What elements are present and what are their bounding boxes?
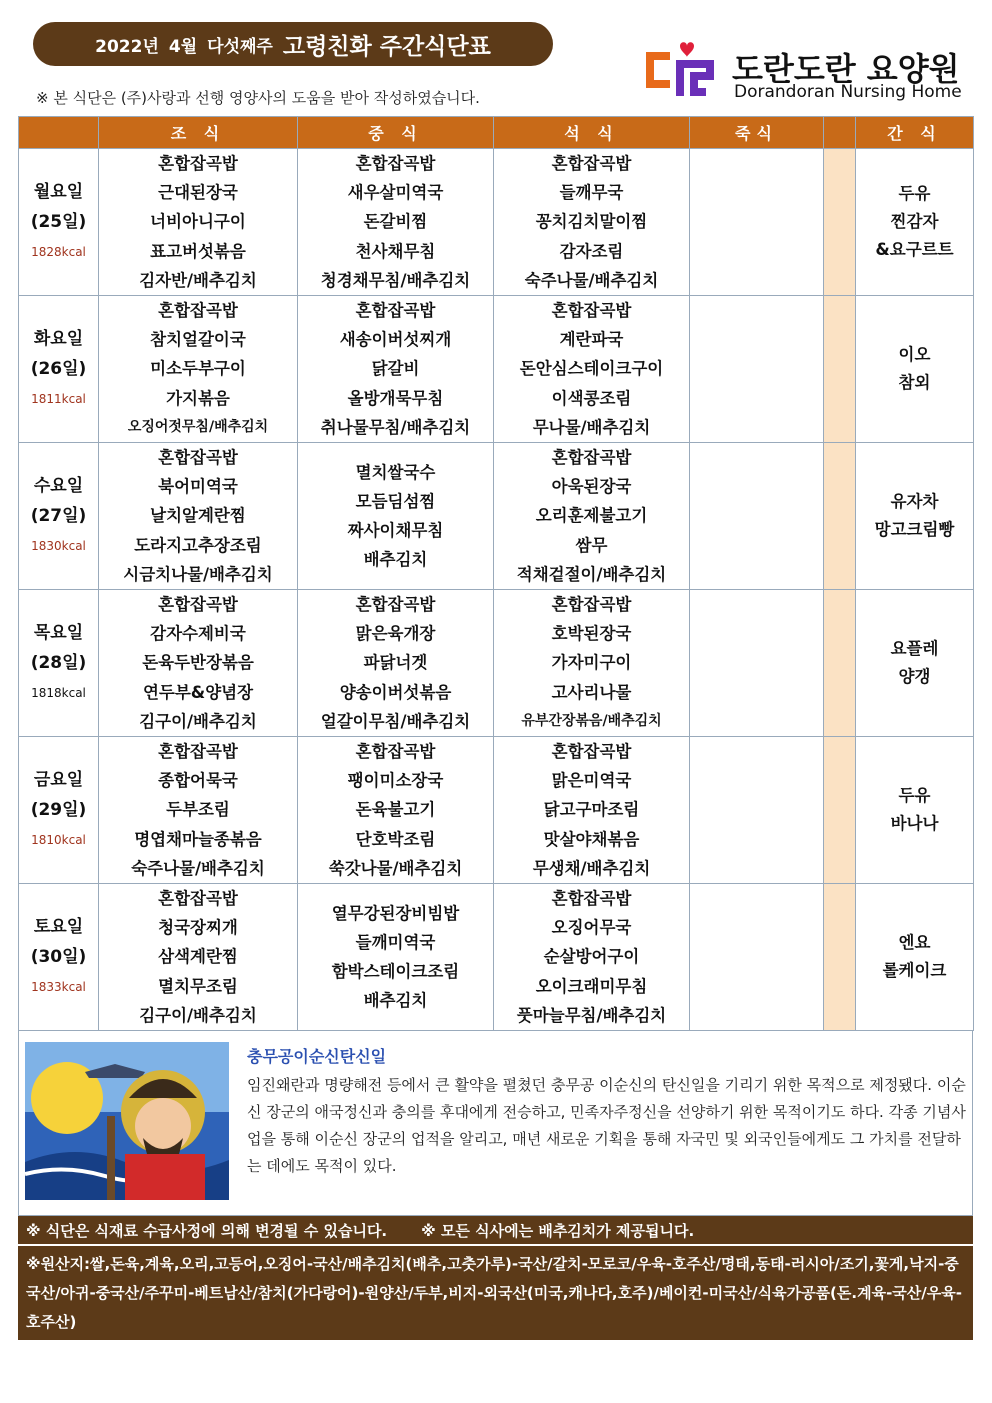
ribbon-cell (824, 884, 856, 1031)
lunch-cell (298, 296, 494, 443)
menu-item: 무나물/배추김치 (532, 417, 651, 437)
snack-item: 두유 (898, 786, 931, 806)
menu-item: 청경채무침/배추김치 (320, 270, 471, 290)
menu-item: 모듬딤섬찜 (355, 491, 436, 511)
menu-item: 꽁치김치말이찜 (535, 212, 648, 232)
menu-item: 쑥갓나물/배추김치 (328, 858, 463, 878)
day-kcal: 1810kcal (31, 833, 86, 848)
day-name: 금요일 (33, 770, 84, 791)
menu-item: 돈육두반장볶음 (142, 653, 254, 673)
menu-item: 혼합잡곡밥 (355, 742, 436, 762)
menu-item: 혼합잡곡밥 (158, 154, 238, 173)
title-banner (33, 22, 553, 66)
menu-item: 두부조림 (166, 800, 230, 820)
snack-cell (856, 149, 974, 296)
menu-item: 아욱된장국 (551, 477, 632, 497)
day-cell (19, 149, 99, 296)
menu-item: 쌈무 (575, 535, 608, 555)
day-cell (19, 443, 99, 590)
menu-item: 감자수제비국 (150, 624, 246, 644)
logo-name: 도란도란 요양원 (732, 50, 960, 88)
ribbon-cell (824, 737, 856, 884)
ribbon-cell (824, 296, 856, 443)
lunch-cell (298, 590, 494, 737)
snack-item: 양갱 (898, 667, 931, 687)
menu-item: 풋마늘무침/배추김치 (516, 1005, 667, 1025)
snack-cell (856, 296, 974, 443)
day-row (19, 884, 974, 1031)
day-date: (29일) (30, 800, 87, 821)
menu-item: 혼합잡곡밥 (551, 448, 632, 468)
day-name: 목요일 (33, 623, 84, 644)
header-snack: 간 식 (856, 117, 974, 149)
day-row (19, 590, 974, 737)
menu-item: 시금치나물/배추김치 (123, 564, 273, 584)
menu-item: 김구이/배추김치 (139, 1005, 257, 1025)
snack-cell (856, 443, 974, 590)
header-day-corner (19, 117, 99, 149)
menu-item: 오이크래미무침 (535, 976, 648, 996)
day-row (19, 149, 974, 296)
breakfast-cell (99, 296, 298, 443)
menu-item: 가지볶음 (166, 388, 230, 408)
title-week: 다섯째주 (207, 36, 273, 57)
menu-item: 참치얼갈이국 (150, 330, 246, 350)
snack-cell (856, 590, 974, 737)
snack-item: 두유 (898, 184, 931, 203)
day-date: (27일) (30, 506, 87, 527)
menu-item: 닭고구마조림 (543, 800, 640, 820)
menu-item: 혼합잡곡밥 (158, 301, 238, 321)
lunch-cell (298, 737, 494, 884)
day-date: (30일) (30, 947, 87, 968)
day-name: 수요일 (33, 476, 84, 497)
menu-item: 맑은미역국 (551, 771, 632, 791)
menu-item: 팽이미소장국 (347, 771, 444, 791)
title-year: 2022년 (95, 36, 159, 57)
menu-item: 멸치무조림 (158, 976, 238, 996)
porridge-cell (690, 737, 824, 884)
menu-item: 감자조림 (559, 241, 624, 261)
day-row (19, 737, 974, 884)
porridge-cell (690, 884, 824, 1031)
day-cell (19, 737, 99, 884)
menu-item: 가자미구이 (551, 653, 632, 673)
menu-item: 얼갈이무침/배추김치 (320, 711, 471, 731)
menu-item: 돈육불고기 (355, 800, 436, 820)
ribbon-cell (824, 590, 856, 737)
porridge-cell (690, 443, 824, 590)
day-cell (19, 296, 99, 443)
menu-item: 배추김치 (363, 550, 428, 570)
header-breakfast: 조 식 (99, 117, 298, 149)
day-kcal: 1828kcal (31, 245, 86, 259)
menu-item: 오징어젓무침/배추김치 (127, 418, 269, 435)
menu-item: 날치알계란찜 (150, 506, 246, 526)
weekly-menu-table (18, 116, 974, 1031)
menu-item: 근대된장국 (158, 183, 238, 203)
menu-item: 청국장찌개 (158, 918, 238, 938)
menu-item: 함박스테이크조림 (331, 962, 460, 982)
menu-item: 새송이버섯찌개 (339, 330, 452, 350)
notice-change: ※ 식단은 식재료 수급사정에 의해 변경될 수 있습니다. (26, 1221, 388, 1240)
snack-item: 엔요 (898, 933, 931, 953)
dinner-cell (494, 884, 690, 1031)
snack-item: 요플레 (890, 639, 939, 659)
snack-item: 바나나 (890, 814, 939, 834)
menu-item: 맑은육개장 (355, 624, 436, 644)
menu-item: 오징어무국 (551, 918, 632, 938)
lunch-cell (298, 443, 494, 590)
dinner-cell (494, 149, 690, 296)
menu-item: 혼합잡곡밥 (158, 742, 238, 762)
menu-item: 혼합잡곡밥 (158, 889, 238, 909)
dinner-cell (494, 590, 690, 737)
menu-item: 이색콩조림 (551, 388, 632, 408)
menu-item: 표고버섯볶음 (150, 241, 246, 261)
menu-item: 혼합잡곡밥 (355, 595, 436, 615)
menu-item: 혼합잡곡밥 (551, 889, 632, 909)
notice-bar (18, 1216, 973, 1244)
menu-item: 명엽채마늘종볶음 (134, 829, 262, 849)
menu-item: 멸치쌀국수 (355, 462, 436, 482)
day-date: (25일) (30, 212, 87, 232)
day-name: 화요일 (33, 329, 84, 350)
menu-item: 혼합잡곡밥 (158, 595, 238, 615)
yi-sun-sin-illustration (25, 1042, 229, 1200)
menu-item: 삼색계란찜 (158, 947, 238, 967)
day-date: (26일) (30, 359, 87, 380)
menu-item: 혼합잡곡밥 (355, 154, 436, 173)
day-name: 토요일 (33, 917, 84, 938)
page-title: 고령친화 주간식단표 (282, 33, 491, 60)
menu-item: 짜사이채무침 (347, 521, 444, 541)
menu-item: 순살방어구이 (543, 947, 640, 967)
header-lunch: 중 식 (298, 117, 494, 149)
day-date: (28일) (30, 653, 87, 674)
menu-item: 김자반/배추김치 (139, 270, 257, 290)
event-section (18, 1030, 973, 1216)
menu-item: 계란파국 (559, 330, 624, 350)
snack-item: &요구르트 (875, 240, 954, 259)
porridge-cell (690, 296, 824, 443)
notice-kimchi: ※ 모든 식사에는 배추김치가 제공됩니다. (421, 1221, 695, 1240)
breakfast-cell (99, 737, 298, 884)
menu-item: 미소두부구이 (150, 359, 246, 379)
menu-item: 배추김치 (363, 991, 428, 1011)
menu-item: 숙주나물/배추김치 (524, 270, 659, 290)
snack-item: 롤케이크 (882, 961, 947, 981)
menu-item: 김구이/배추김치 (139, 711, 257, 731)
dinner-cell (494, 737, 690, 884)
lunch-cell (298, 149, 494, 296)
porridge-cell (690, 590, 824, 737)
snack-item: 이오 (898, 345, 931, 365)
header-dinner: 석 식 (494, 117, 690, 149)
porridge-cell (690, 149, 824, 296)
day-kcal: 1818kcal (31, 686, 86, 701)
day-row (19, 296, 974, 443)
breakfast-cell (99, 443, 298, 590)
menu-item: 단호박조림 (355, 829, 436, 849)
header-row (19, 117, 974, 149)
menu-item: 열무강된장비빔밥 (331, 903, 460, 923)
menu-item: 취나물무침/배추김치 (320, 417, 471, 437)
event-title: 충무공이순신탄신일 (247, 1047, 387, 1066)
header-porridge: 죽식 (690, 117, 824, 149)
header-ribbon (824, 117, 856, 149)
menu-item: 무생채/배추김치 (532, 858, 651, 878)
ribbon-cell (824, 149, 856, 296)
event-description: 임진왜란과 명량해전 등에서 큰 활약을 펼쳤던 충무공 이순신의 탄신일을 기리기 위한 목적으로 제정됐다. 이순신 장군의 애국정신과 충의를 후대에게 전승하고, 민족자주정신을 선양하기 위한 목적이기도 하다. 각종 기념사업을 통해 이순신 장군의 업적을 알리고, 매년 새로운 기획을 통해 자국민 및 외국인들에게도 그 가치를 전달하는 데에도 목적이 있다. (247, 1076, 966, 1175)
menu-item: 혼합잡곡밥 (551, 595, 632, 615)
menu-item: 고사리나물 (551, 682, 632, 702)
day-kcal: 1830kcal (31, 539, 86, 554)
origin-info: ※원산지:쌀,돈육,계육,오리,고등어,오징어-국산/배추김치(배추,고춧가루)-국산/갈치-모로코/우육-호주산/명태,동태-러시아/조기,꽃게,낙지-중국산/아귀-중국산/주꾸미-베트남산/참치(가다랑어)-원양산/두부,비지-외국산(미국,캐나다,호주)/베이컨-미국산/식육가공품(돈.계육-국산/우육-호주산) (18, 1244, 973, 1340)
menu-item: 도라지고추장조림 (134, 535, 262, 555)
menu-item: 혼합잡곡밥 (355, 301, 436, 321)
dinner-cell (494, 443, 690, 590)
menu-item: 들깨무국 (559, 183, 624, 203)
dinner-cell (494, 296, 690, 443)
menu-item: 적채겉절이/배추김치 (516, 564, 667, 584)
menu-item: 연두부&양념장 (142, 682, 254, 702)
snack-item: 유자차 (890, 492, 939, 512)
day-row (19, 443, 974, 590)
menu-item: 혼합잡곡밥 (158, 448, 238, 468)
menu-item: 혼합잡곡밥 (551, 742, 632, 762)
menu-item: 양송이버섯볶음 (339, 682, 452, 702)
menu-item: 호박된장국 (551, 624, 632, 644)
ribbon-cell (824, 443, 856, 590)
snack-cell (856, 884, 974, 1031)
menu-item: 북어미역국 (158, 477, 238, 497)
day-cell (19, 884, 99, 1031)
snack-cell (856, 737, 974, 884)
menu-item: 돈갈비찜 (363, 212, 428, 232)
snack-item: 찐감자 (890, 212, 939, 231)
menu-item: 돈안심스테이크구이 (519, 359, 664, 379)
breakfast-cell (99, 590, 298, 737)
menu-item: 파닭너겟 (363, 653, 428, 673)
lunch-cell (298, 884, 494, 1031)
menu-item: 오리훈제불고기 (535, 506, 648, 526)
menu-item: 숙주나물/배추김치 (131, 858, 265, 878)
dd-logo-icon (640, 40, 726, 102)
menu-item: 새우살미역국 (347, 183, 444, 203)
logo-english-name: Dorandoran Nursing Home (734, 82, 962, 102)
menu-item: 닭갈비 (371, 359, 420, 379)
snack-item: 참외 (898, 373, 931, 393)
snack-item: 망고크림빵 (874, 520, 955, 540)
menu-item: 맛살야채볶음 (543, 829, 640, 849)
day-kcal: 1833kcal (31, 980, 86, 995)
breakfast-cell (99, 149, 298, 296)
logo (640, 38, 980, 104)
menu-item: 혼합잡곡밥 (551, 154, 632, 173)
nutritionist-note: ※ 본 식단은 (주)사랑과 선행 영양사의 도움을 받아 작성하였습니다. (36, 89, 480, 107)
menu-item: 들깨미역국 (355, 932, 436, 952)
menu-item: 너비아니구이 (150, 212, 246, 232)
menu-item: 종합어묵국 (158, 771, 238, 791)
breakfast-cell (99, 884, 298, 1031)
menu-item: 유부간장볶음/배추김치 (521, 712, 662, 729)
day-cell (19, 590, 99, 737)
menu-item: 혼합잡곡밥 (551, 301, 632, 321)
menu-item: 천사채무침 (355, 241, 436, 261)
title-month: 4월 (168, 36, 198, 57)
menu-item: 올방개묵무침 (347, 388, 444, 408)
day-kcal: 1811kcal (31, 392, 86, 407)
day-name: 월요일 (33, 182, 84, 202)
